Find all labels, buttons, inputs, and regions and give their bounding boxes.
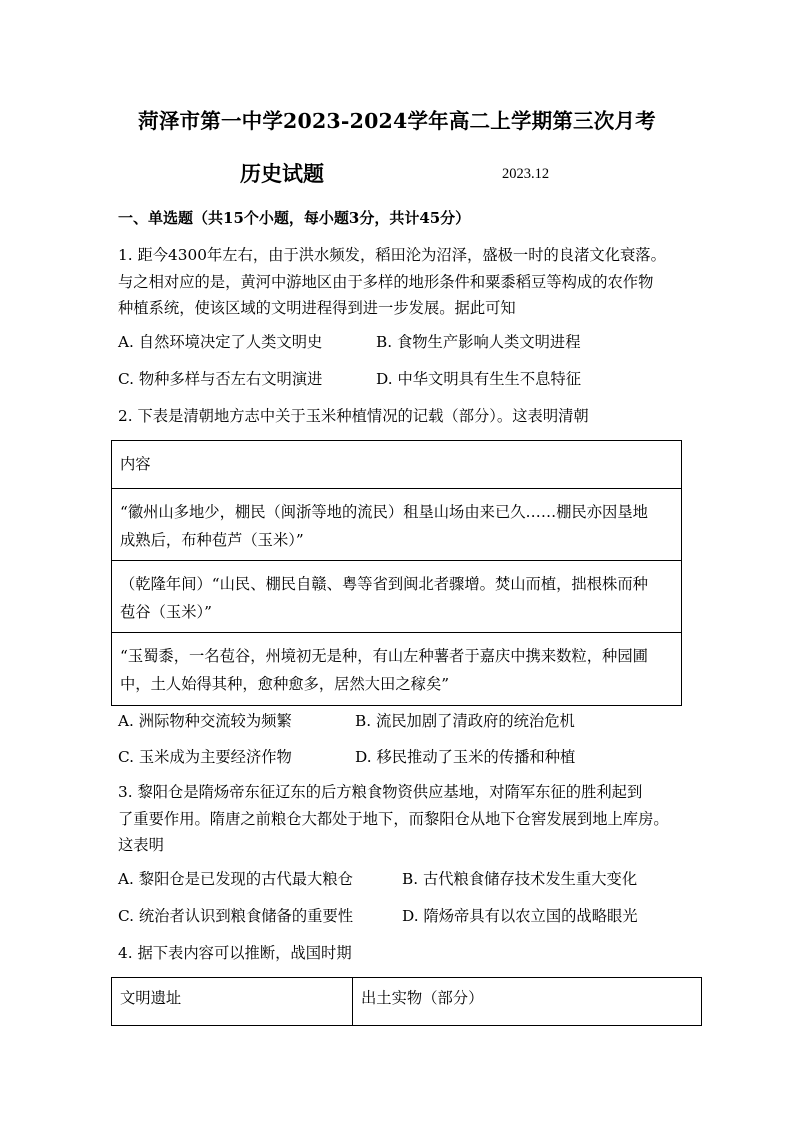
question-2-option-c[interactable]: C. 玉米成为主要经济作物	[118, 748, 292, 766]
table-header-cell	[353, 978, 702, 1026]
question-4-table	[111, 977, 702, 1026]
section-heading: 一、单选题（共15个小题，每小题3分，共计45分）	[118, 209, 471, 227]
question-2-option-d[interactable]: D. 移民推动了玉米的传播和种植	[355, 748, 576, 766]
question-3-stem	[118, 779, 688, 859]
table-header-cell	[112, 441, 682, 489]
table-header-cell	[112, 978, 353, 1026]
question-1-option-b[interactable]: B. 食物生产影响人类文明进程	[376, 333, 581, 351]
table-cell-line: 中，土人始得其种，愈种愈多，居然大田之稼矣”	[120, 675, 450, 693]
table-cell-line: 成熟后，布种苞芦（玉米）”	[120, 531, 304, 549]
table-cell-line: （乾隆年间）“山民、棚民自赣、粤等省到闽北者骤增。焚山而植，拙根株而种	[120, 575, 648, 593]
question-1-option-d[interactable]: D. 中华文明具有生生不息特征	[376, 370, 582, 388]
exam-subject: 历史试题	[240, 161, 324, 186]
question-1-option-c[interactable]: C. 物种多样与否左右文明演进	[118, 370, 323, 388]
question-1-stem	[118, 242, 688, 322]
question-3-option-b[interactable]: B. 古代粮食储存技术发生重大变化	[402, 870, 638, 888]
question-1-option-a[interactable]: A. 自然环境决定了人类文明史	[118, 333, 323, 351]
question-2-option-a[interactable]: A. 洲际物种交流较为频繁	[118, 712, 292, 730]
table-row	[112, 489, 682, 561]
question-3-option-a[interactable]: A. 黎阳仓是已发现的古代最大粮仓	[118, 870, 353, 888]
question-1-line: 1. 距今4300年左右，由于洪水频发，稻田沦为沼泽，盛极一时的良渚文化衰落。	[118, 246, 666, 264]
question-1-line: 种植系统，使该区域的文明进程得到进一步发展。据此可知	[118, 299, 516, 317]
table-header-content: 出土实物（部分）	[361, 989, 484, 1007]
question-3-line: 这表明	[118, 836, 164, 854]
table-header-content: 内容	[120, 455, 151, 473]
table-row	[112, 561, 682, 633]
table-cell-line: “徽州山多地少，棚民（闽浙等地的流民）租垦山场由来已久……棚民亦因垦地	[120, 503, 648, 521]
exam-date: 2023.12	[502, 166, 550, 182]
question-3-option-d[interactable]: D. 隋炀帝具有以农立国的战略眼光	[402, 907, 638, 925]
table-cell-line: 苞谷（玉米）”	[120, 603, 212, 621]
table-cell-line: “玉蜀黍，一名苞谷，州境初无是种，有山左种薯者于嘉庆中携来数粒，种园圃	[120, 647, 648, 665]
question-2-option-b[interactable]: B. 流民加剧了清政府的统治危机	[355, 712, 575, 730]
question-3-line: 了重要作用。隋唐之前粮仓大都处于地下，而黎阳仓从地下仓窖发展到地上库房。	[118, 809, 669, 828]
table-row	[112, 633, 682, 706]
question-4-stem: 4. 据下表内容可以推断，战国时期	[118, 944, 352, 962]
exam-title: 菏泽市第一中学2023-2024学年高二上学期第三次月考	[138, 109, 656, 133]
question-2-table	[111, 440, 682, 706]
table-header-content: 文明遗址	[120, 989, 182, 1007]
question-1-line: 与之相对应的是，黄河中游地区由于多样的地形条件和粟黍稻豆等构成的农作物	[118, 272, 654, 291]
question-3-option-c[interactable]: C. 统治者认识到粮食储备的重要性	[118, 907, 354, 925]
question-3-line: 3. 黎阳仓是隋炀帝东征辽东的后方粮食物资供应基地，对隋军东征的胜利起到	[118, 783, 643, 801]
question-2-stem: 2. 下表是清朝地方志中关于玉米种植情况的记载（部分）。这表明清朝	[118, 407, 589, 425]
